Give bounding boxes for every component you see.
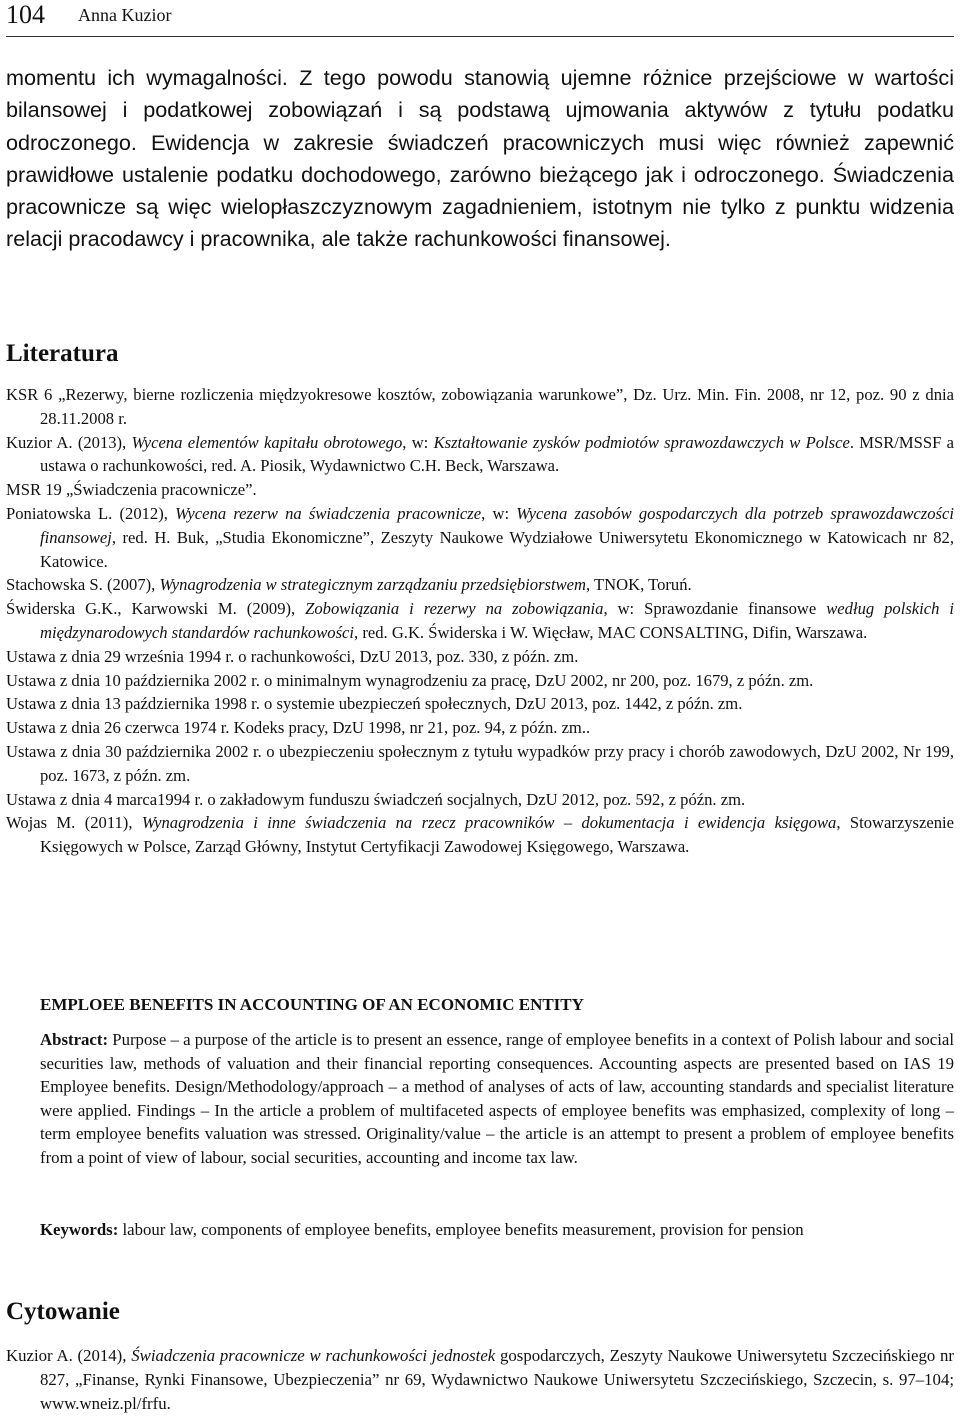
english-title: EMPLOEE BENEFITS IN ACCOUNTING OF AN ECONOMIC ENTITY	[40, 995, 584, 1014]
header-rule	[6, 36, 954, 37]
body-text	[6, 62, 954, 256]
keywords-label: Keywords:	[40, 1220, 119, 1239]
reference-item: Stachowska S. (2007), Wynagrodzenia w strategicznym zarządzaniu przedsiębiorstwem, TNOK, Toruń.	[6, 575, 692, 595]
reference-item: Ustawa z dnia 13 października 1998 r. o systemie ubezpieczeń społecznych, DzU 2013, poz. 1442, z późn. zm.	[6, 694, 743, 714]
running-head-author: Anna Kuzior	[78, 5, 172, 25]
citation: Kuzior A. (2014), Świadczenia pracownicze w rachunkowości jednostek gospodarczych, Zeszyty Naukowe Uniwersytetu Szczecińskiego nr 827, „Finanse, Rynki Finansowe, Ubezpieczenia” nr 69, Wydawnictwo Naukowe Uniwersytetu Szczecińskiego, Szczecin, s. 97–104; www.wneiz.pl/frfu.	[6, 1346, 954, 1413]
abstract-label: Abstract:	[40, 1030, 109, 1049]
keywords-text: labour law, components of employee benefits, employee benefits measurement, provision for pension	[118, 1220, 804, 1239]
reference-item: Ustawa z dnia 10 października 2002 r. o minimalnym wynagrodzeniu za pracę, DzU 2002, nr 200, poz. 1679, z późn. zm.	[6, 670, 814, 690]
cytowanie-heading: Cytowanie	[6, 1298, 120, 1325]
page-number: 104	[6, 0, 45, 29]
reference-item: Ustawa z dnia 26 czerwca 1974 r. Kodeks pracy, DzU 1998, nr 21, poz. 94, z późn. zm..	[6, 718, 591, 738]
reference-item: Poniatowska L. (2012), Wycena rezerw na świadczenia pracownicze, w: Wycena zasobów gospodarczych dla potrzeb sprawozdawczości finansowej, red. H. Buk, „Studia Ekonomiczne”, Zeszyty Naukowe Wydziałowe Uniwersytetu Ekonomicznego w Katowicach nr 82, Katowice.	[6, 503, 954, 571]
reference-item: Wojas M. (2011), Wynagrodzenia i inne świadczenia na rzecz pracowników – dokumentacja i ewidencja księgowa, Stowarzyszenie Księgowych w Polsce, Zarząd Główny, Instytut Certyfikacji Zawodowej Księgowego, Warszawa.	[6, 813, 954, 857]
literatura-heading: Literatura	[6, 340, 119, 367]
reference-list	[6, 383, 954, 859]
reference-item: Świderska G.K., Karwowski M. (2009), Zobowiązania i rezerwy na zobowiązania, w: Sprawozdanie finansowe według polskich i międzynarodowych standardów rachunkowości, red. G.K. Świderska i W. Więcław, MAC CONSALTING, Difin, Warszawa.	[6, 599, 954, 642]
reference-item: Ustawa z dnia 30 października 2002 r. o ubezpieczeniu społecznym z tytułu wypadków przy pracy i chorób zawodowych, DzU 2002, Nr 199, poz. 1673, z późn. zm.	[6, 741, 954, 785]
page-header	[6, 0, 954, 38]
abstract-text: Purpose – a purpose of the article is to present an essence, range of employee benefits in a context of Polish labour and social securities law, methods of valuation and their financial reporting consequences. Accounting aspects are presented based on IAS 19 Employee benefits. Design/Methodology/approach – a method of analyses of acts of law, accounting standards and specialist literature were applied. Findings – In the article a problem of multifaceted aspects of employee benefits was emphasized, complexity of long – term employee benefits valuation was stressed. Originality/value – the article is an attempt to present a problem of employee benefits from a point of view of labour, social securities, accounting and income tax law.	[40, 1030, 954, 1167]
reference-item: KSR 6 „Rezerwy, bierne rozliczenia międzyokresowe kosztów, zobowiązania warunkowe”, Dz. Urz. Min. Fin. 2008, nr 12, poz. 90 z dnia 28.11.2008 r.	[6, 385, 954, 428]
body-paragraph: momentu ich wymagalności. Z tego powodu stanowią ujemne różnice przejściowe w wartości bilansowej i podatkowej zobowiązań i są podstawą ujmowania aktywów z tytułu podatku odroczonego. Ewidencja w zakresie świadczeń pracowniczych musi więc również zapewnić prawidłowe ustalenie podatku dochodowego, zarówno bieżącego jak i odroczonego. Świadczenia pracownicze są więc wielopłaszczyznowym zagadnieniem, istotnym nie tylko z punktu widzenia relacji pracodawcy i pracownika, ale także rachunkowości finansowej.	[6, 65, 954, 252]
reference-item: Ustawa z dnia 29 września 1994 r. o rachunkowości, DzU 2013, poz. 330, z późn. zm.	[6, 646, 579, 666]
keywords	[40, 1218, 954, 1242]
abstract	[40, 1028, 954, 1170]
reference-item: Kuzior A. (2013), Wycena elementów kapitału obrotowego, w: Kształtowanie zysków podmiotów sprawozdawczych w Polsce. MSR/MSSF a ustawa o rachunkowości, red. A. Piosik, Wydawnictwo C.H. Beck, Warszawa.	[6, 432, 954, 476]
reference-item: Ustawa z dnia 4 marca1994 r. o zakładowym funduszu świadczeń socjalnych, DzU 2012, poz. 592, z późn. zm.	[6, 789, 746, 809]
reference-item: MSR 19 „Świadczenia pracownicze”.	[6, 480, 257, 500]
